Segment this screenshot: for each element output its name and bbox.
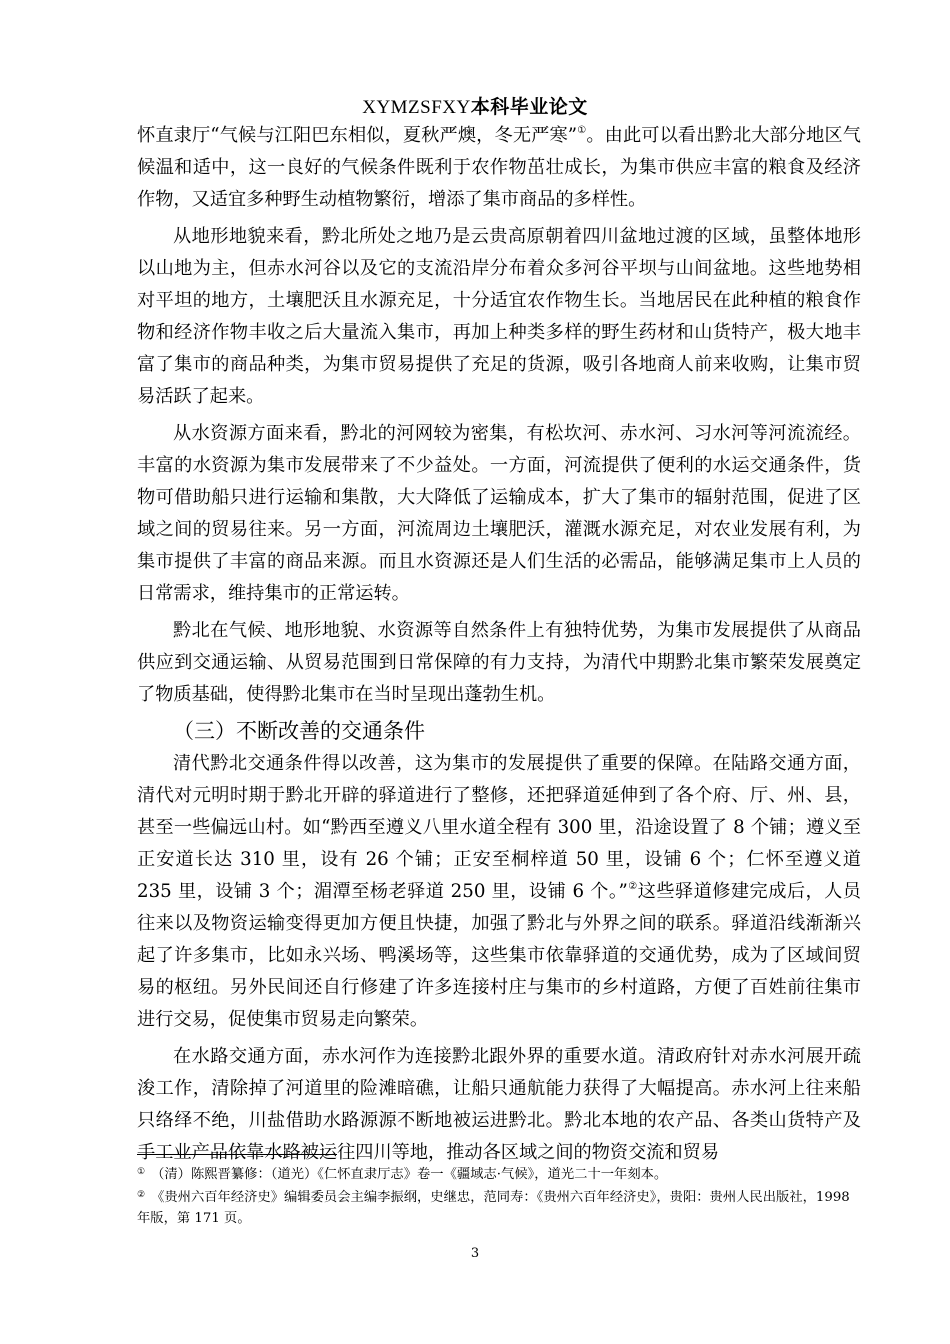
footnote-text: （清）陈熙晋纂修：（道光）《仁怀直隶厅志》卷一《疆域志·气候》，道光二十一年刻本。: [151, 1167, 668, 1182]
page-number: 3: [470, 1246, 480, 1261]
footnote-text: 《贵州六百年经济史》编辑委员会主编李振纲，史继忠，范同寿：《贵州六百年经济史》，贵阳：贵州人民出版社，1998 年版，第 171 页。: [137, 1190, 850, 1226]
paragraph-text: 清代黔北交通条件得以改善，这为集市的发展提供了重要的保障。在陆路交通方面，清代对元明时期于黔北开辟的驿道进行了整修，还把驿道延伸到了各个府、厅、州、县，甚至一些偏远山村。如“黔西至遵义八里水道全程有 300 里，沿途设置了 8 个铺；遵义至正安道长达 310 里，设有 26 个铺；正安至桐梓道 50 里，设铺 6 个；仁怀至遵义道 235 里，设铺 3 个；湄潭至杨老驿道 250 里，设铺 6 个。”: [137, 753, 861, 902]
paragraph-summary: 黔北在气候、地形地貌、水资源等自然条件上有独特优势，为集市发展提供了从商品供应到交通运输、从贸易范围到日常保障的有力支持，为清代中期黔北集市繁荣发展奠定了物质基础，使得黔北集市在当时呈现出蓬勃生机。: [137, 620, 861, 705]
footnote-mark: ②: [137, 1190, 146, 1200]
footnote-1: [137, 1162, 857, 1185]
footnote-ref-2[interactable]: ②: [627, 881, 638, 892]
paragraph-text: 这些驿道修建完成后，人员往来以及物资运输变得更加方便且快捷，加强了黔北与外界之间的联系。驿道沿线渐渐兴起了许多集市，比如永兴场、鸭溪场等，这些集市依靠驿道的交通优势，成为了区域间贸易的枢纽。另外民间还自行修建了许多连接村庄与集市的乡村道路，方便了百姓前往集市进行交易，促使集市贸易走向繁荣。: [137, 881, 861, 1030]
paragraph-water-transport: 在水路交通方面，赤水河作为连接黔北跟外界的重要水道。清政府针对赤水河展开疏浚工作，清除掉了河道里的险滩暗礁，让船只通航能力获得了大幅提高。赤水河上往来船只络绎不绝，川盐借助水路源源不断地被运进黔北。黔北本地的农产品、各类山货特产及手工业产品依靠水路被运往四川等地，推动各区域之间的物资交流和贸易: [137, 1046, 861, 1163]
paragraph-terrain: 从地形地貌来看，黔北所处之地乃是云贵高原朝着四川盆地过渡的区域，虽整体地形以山地为主，但赤水河谷以及它的支流沿岸分布着众多河谷平坝与山间盆地。这些地势相对平坦的地方，土壤肥沃且水源充足，十分适宜农作物生长。当地居民在此种植的粮食作物和经济作物丰收之后大量流入集市，再加上种类多样的野生药材和山货特产，极大地丰富了集市的商品种类，为集市贸易提供了充足的货源，吸引各地商人前来收购，让集市贸易活跃了起来。: [137, 226, 861, 407]
paragraph-text: 怀直隶厅“气候与江阳巴东相似，夏秋严燠，冬无严寒”: [137, 125, 578, 146]
paragraph-text: 。由此可以看出黔北大部分地区气候温和适中，这一良好的气候条件既利于农作物茁壮成长，为集市供应丰富的粮食及经济作物，又适宜多种野生动植物繁衍，增添了集市商品的多样性。: [137, 125, 861, 210]
body-text: [137, 120, 861, 1169]
section-heading: （三）不断改善的交通条件: [173, 719, 425, 743]
footnotes: [137, 1162, 857, 1229]
paragraph-climate: [137, 120, 861, 216]
footnote-2: [137, 1185, 857, 1229]
paragraph-land-transport: [137, 748, 861, 1036]
footnote-divider: [137, 1154, 337, 1155]
page-header: [0, 92, 950, 119]
header-title: 本科毕业论文: [470, 96, 588, 118]
header-code: XYMZSFXY: [362, 97, 471, 118]
footnote-ref-1[interactable]: ①: [577, 125, 587, 136]
paragraph-water: 从水资源方面来看，黔北的河网较为密集，有松坎河、赤水河、习水河等河流流经。丰富的水资源为集市发展带来了不少益处。一方面，河流提供了便利的水运交通条件，货物可借助船只进行运输和集散，大大降低了运输成本，扩大了集市的辐射范围，促进了区域之间的贸易往来。另一方面，河流周边土壤肥沃，灌溉水源充足，对农业发展有利，为集市提供了丰富的商品来源。而且水资源还是人们生活的必需品，能够满足集市上人员的日常需求，维持集市的正常运转。: [137, 423, 861, 604]
footnote-mark: ①: [137, 1167, 146, 1177]
